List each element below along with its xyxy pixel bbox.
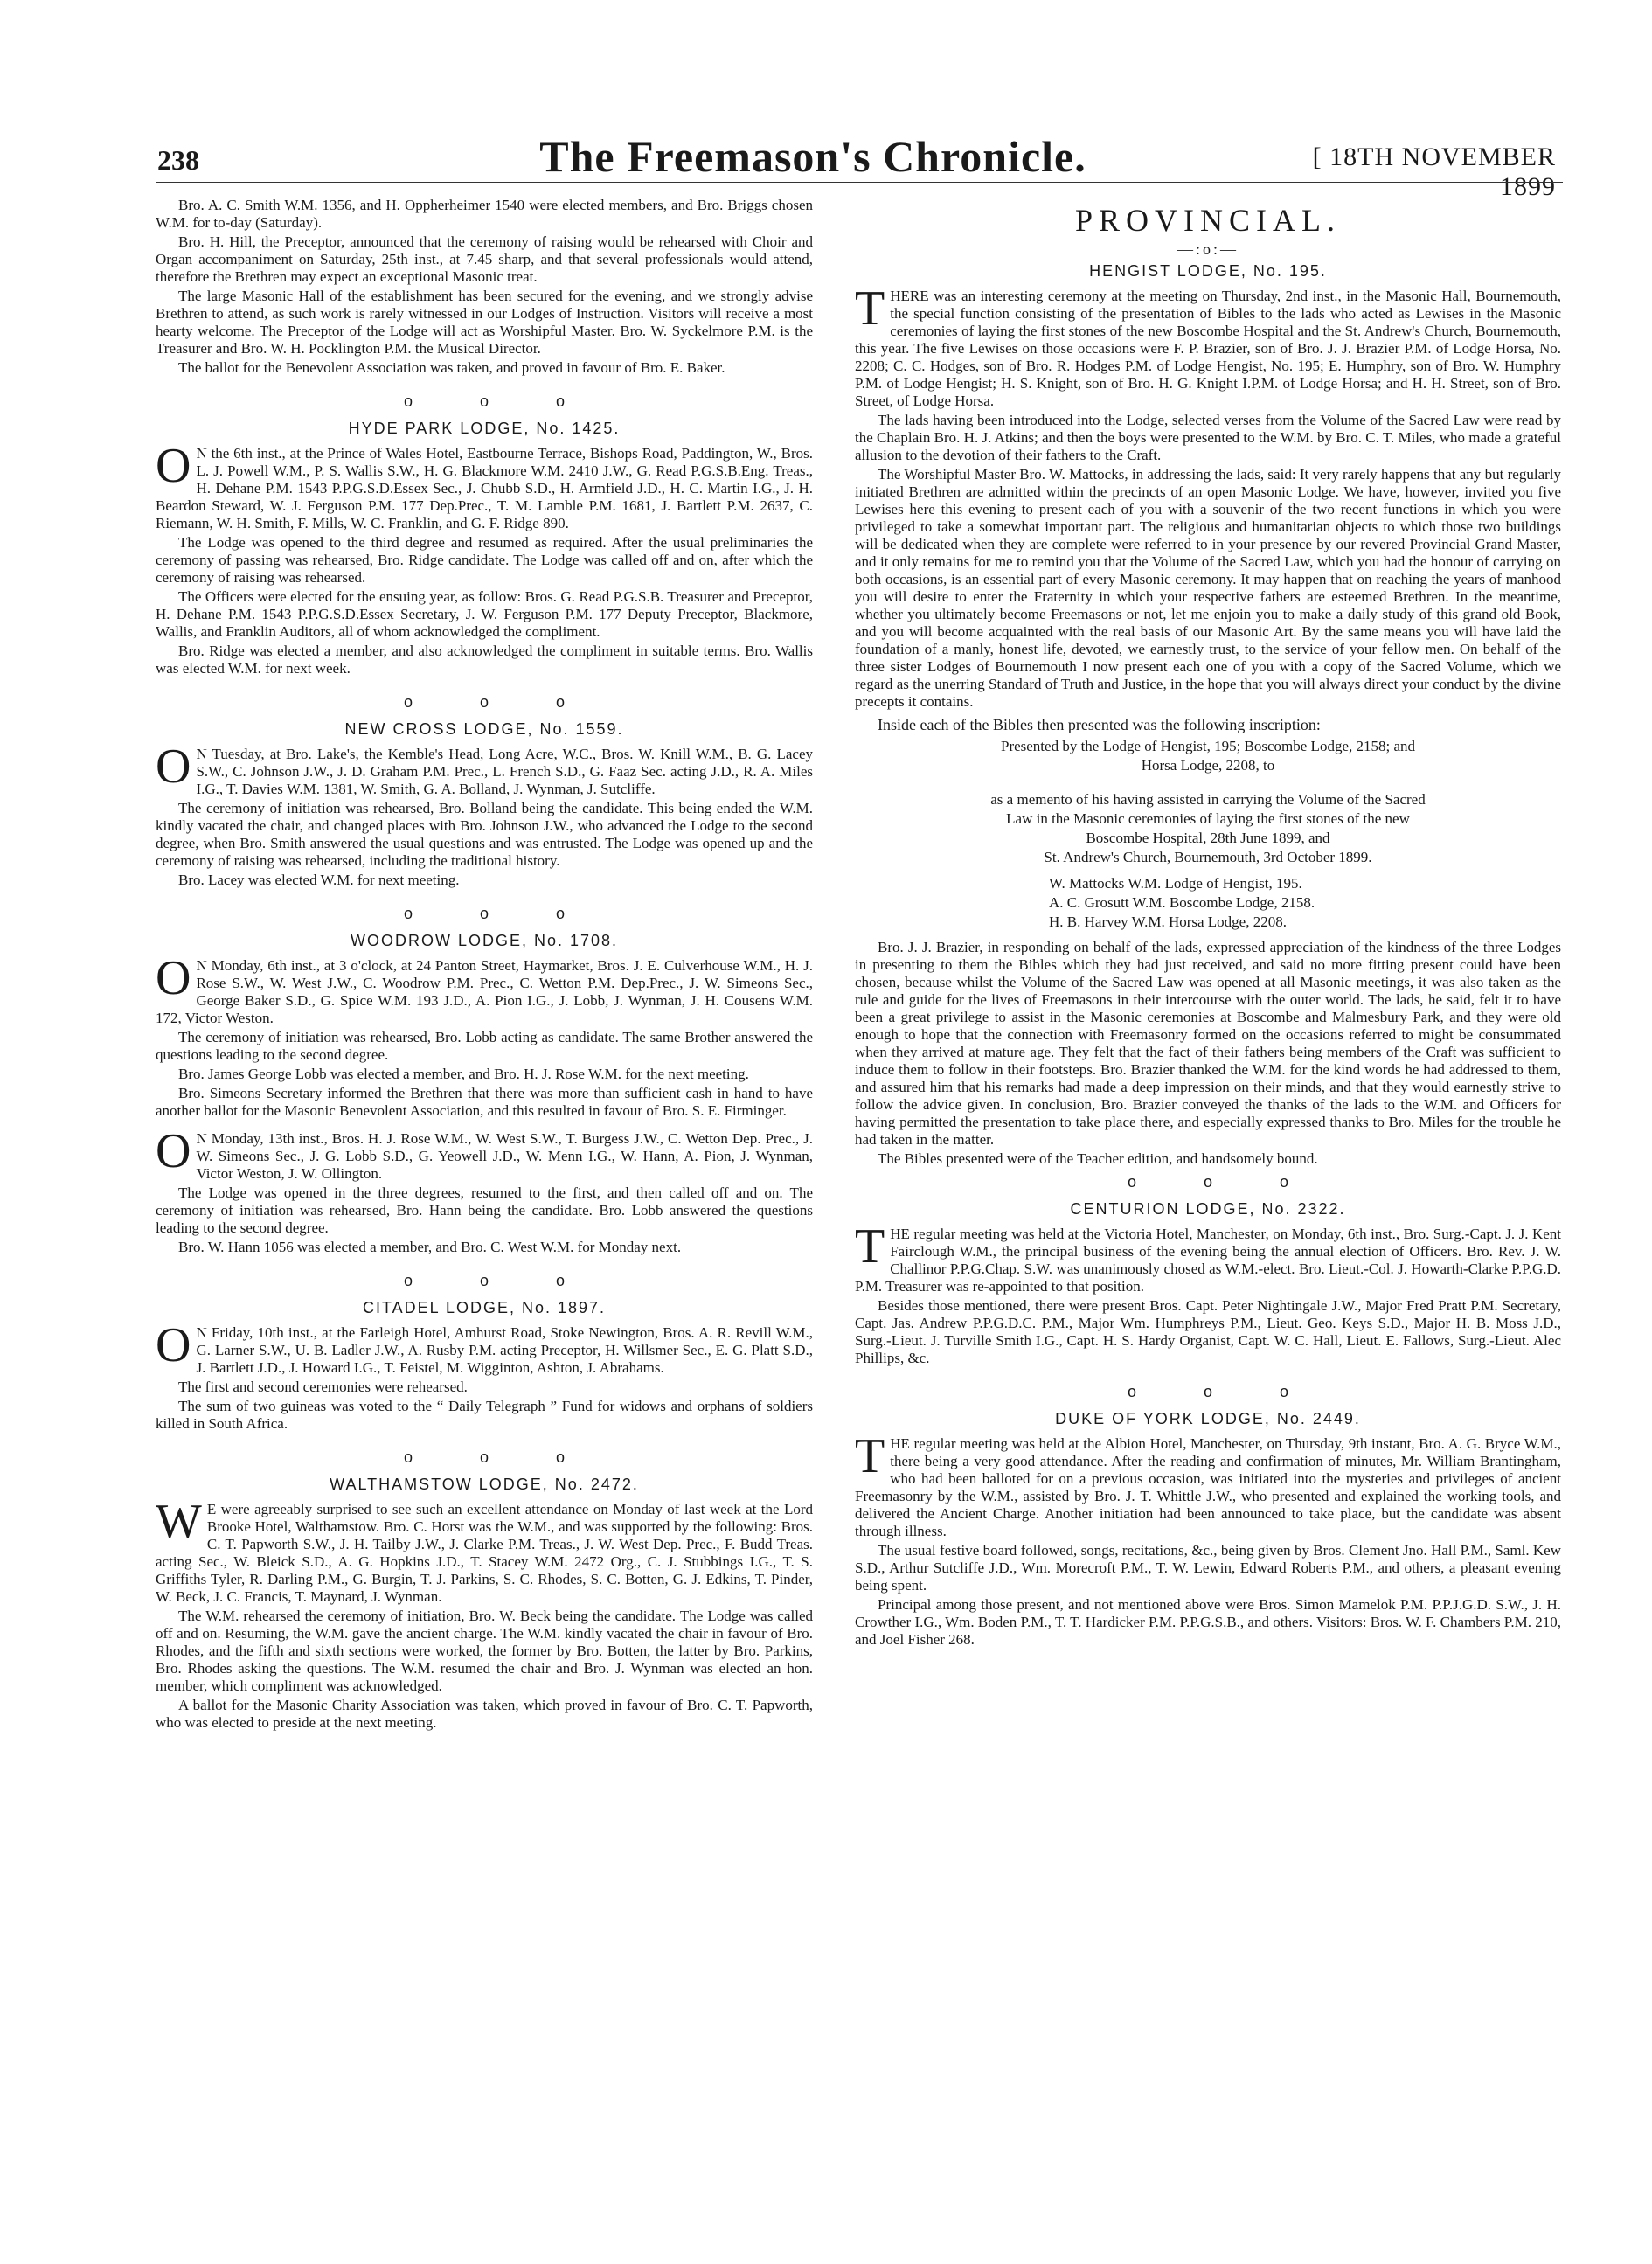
ornament-divider: o o o: [403, 693, 597, 711]
paragraph: The Worshipful Master Bro. W. Mattocks, in addressing the lads, said: It very rarely happens that any but regularly initiated Brethren are admitted within the precincts of an open Masonic Lodge. We have, however, invited you five Lewises here this evening to present each of you with a souvenir of the two recent functions in which you were privileged to take a somewhat important part. The religious and humanitarian objects to which those two buildings will be dedicated when they are complete were referred to in your presence by our revered Provincial Grand Master, and it only remains for me to remind you that the Volume of the Sacred Law, which you had the honour of carrying on both occasions, is an essential part of every Masonic ceremony. It may happen that on reaching the years of manhood you will desire to enter the Fraternity in which your respective fathers are esteemed Brethren. In the meantime, whether you ultimately become Freemasons or not, let me enjoin you to make a daily study of this grand old Book, and you will become acquainted with the real basis of our Masonic Art. By the same means you will have laid the foundation of a manly, honest life, devoted, we earnestly trust, to the service of your fellow men. On behalf of the three sister Lodges of Bournemouth I now present each one of you with a copy of the Sacred Volume, which we regard as the unerring Standard of Truth and Justice, in the hope that you will always direct your conduct by the divine precepts it contains.: [855, 466, 1561, 710]
paragraph: Inside each of the Bibles then presented was the following inscription:—: [878, 716, 1336, 733]
paragraph: A ballot for the Masonic Charity Association was taken, which proved in favour of Bro. C. T. Papworth, who was elected to preside at the next meeting.: [156, 1697, 813, 1731]
lead-paragraph: [156, 740, 813, 798]
section-separator: —:o:—: [1177, 240, 1239, 258]
article-heading: WALTHAMSTOW LODGE, No. 2472.: [330, 1476, 639, 1493]
duke-of-york-lodge-article: [855, 1410, 1561, 1649]
lead-text: N Friday, 10th inst., at the Farleigh Hotel, Amhurst Road, Stoke Newington, Bros. A. R. Revill W.M., G. Larner S.W., U. B. Ladler J.W., A. Rusby P.M. acting Preceptor, H. Willsmer Sec., E. G. Platt S.D., J. Bartlett J.D., J. Howard I.G., T. Feistel, M. Wigginton, Ashton, J. Abrahams.: [196, 1324, 813, 1376]
paragraph: Besides those mentioned, there were present Bros. Capt. Peter Nightingale J.W., Major Fred Pratt P.M. Secretary, Capt. Jas. Andrew P.P.G.D.C. P.M., Major Wm. Humphreys P.M., Lieut. Geo. Keys S.D., Major H. B. Moss J.D., Surg.-Lieut. J. Turville Smith I.G., Capt. H. S. Hardy Organist, Capt. W. C. Hall, Lieut. E. Fallows, Surg.-Lieut. Alec Phillips, &c.: [855, 1297, 1561, 1366]
inscription-line: Boscombe Hospital, 28th June 1899, and: [1086, 830, 1330, 846]
paragraph: The usual festive board followed, songs, recitations, &c., being given by Bros. Clement Jno. Hall P.M., Saml. Kew S.D., Arthur Sutcliffe J.D., Wm. Morecroft P.M., T. W. Lewin, Edward Roberts P.M., and others, a pleasant evening being spent.: [855, 1542, 1561, 1594]
lead-text: HERE was an interesting ceremony at the meeting on Thursday, 2nd inst., in the Masonic Hall, Bournemouth, the special function consisting of the presentation of Bibles to the lads who acted as Lewises in the Masonic ceremonies of laying the first stones of the new Boscombe Hospital and the St. Andrew's Church, Bournemouth, this year. The five Lewises on those occasions were F. P. Brazier, son of Bro. J. J. Brazier P.M. of Lodge Horsa, No. 2208; C. C. Hodges, son of Bro. R. Hodges P.M. of Lodge Hengist, No. 195; E. Humphry, son of Bro. W. Humphry P.M. of Lodge Hengist; H. S. Knight, son of Bro. H. G. Knight I.P.M. of Lodge Horsa; and H. H. Street, son of Bro. Street, of Lodge Horsa.: [855, 288, 1561, 409]
drop-cap: O: [156, 439, 191, 493]
walthamstow-lodge-article: [156, 1476, 813, 1732]
paragraph: The first and second ceremonies were rehearsed.: [178, 1379, 468, 1395]
paragraph: Bro. A. C. Smith W.M. 1356, and H. Oppherheimer 1540 were elected members, and Bro. Briggs chosen W.M. for to-day (Saturday).: [156, 197, 813, 231]
woodrow-lodge-article: [156, 932, 813, 1256]
hyde-park-lodge-article: [156, 420, 813, 677]
inscription-line: Law in the Masonic ceremonies of laying the first stones of the new: [1006, 810, 1410, 827]
centurion-lodge-article: [855, 1200, 1561, 1367]
inscription-line: Horsa Lodge, 2208, to: [1141, 757, 1275, 774]
lead-paragraph: [156, 1495, 813, 1606]
header-rule: [156, 182, 1563, 183]
new-cross-lodge-article: [156, 720, 813, 889]
drop-cap: T: [855, 1429, 885, 1483]
paragraph: The ballot for the Benevolent Association was taken, and proved in favour of Bro. E. Baker.: [178, 359, 725, 376]
masthead-title: The Freemason's Chronicle.: [539, 132, 1086, 181]
paragraph: Bro. Lacey was elected W.M. for next meeting.: [178, 872, 460, 888]
lead-paragraph: [855, 1429, 1561, 1540]
article-heading: CENTURION LODGE, No. 2322.: [1070, 1200, 1346, 1218]
lead-paragraph: [156, 1318, 813, 1377]
paragraph: The large Masonic Hall of the establishment has been secured for the evening, and we strongly advise Brethren to attend, as such work is rarely witnessed in our Lodges of Instruction. Visitors will receive a most hearty welcome. The Preceptor of the Lodge will act as Worshipful Master. Bro. W. Syckelmore P.M. is the Treasurer and Bro. W. H. Pocklington P.M. the Musical Director.: [156, 288, 813, 357]
drop-cap: T: [855, 1219, 885, 1274]
paragraph: Bro. J. J. Brazier, in responding on behalf of the lads, expressed appreciation of the kindness of the three Lodges in presenting to them the Bibles which they had just received, and said no more fitting present could have been chosen, because whilst the Volume of the Sacred Law was opened at all Masonic meetings, it was also taken as the rule and guide for the lives of Freemasons in their intercourse with the outer world. The lads, he said, felt it to have been a great privilege to assist in the Masonic ceremonies at Boscombe and Malmesbury Park, and they were old enough to hope that the connection with Freemasonry formed on the occasions referred to might be consummated when they arrived at mature age. They felt that the fact of their fathers being members of the Craft was sufficient to induce them to follow in their footsteps. Bro. Brazier thanked the W.M. for the kind words he had addressed to them, and assured him that his remarks had made a deep impression on their minds, and that they would earnestly strive to follow the advice given. In conclusion, Bro. Brazier conveyed the thanks of the lads to the W.M. and Officers for having permitted the presentation to take place there, and especially expressed thanks to Bro. Miles for the trouble he had taken in the matter.: [855, 939, 1561, 1148]
lead-paragraph: [156, 1124, 813, 1183]
article-heading: NEW CROSS LODGE, No. 1559.: [344, 720, 624, 738]
paragraph: Principal among those present, and not mentioned above were Bros. Simon Mamelok P.M. P.P.J.G.D. S.W., J. H. Crowther I.G., Wm. Boden P.M., T. T. Hardicker P.M. P.P.G.S.B., and others. Visitors: Bros. W. F. Chambers P.M. 210, and Joel Fisher 268.: [855, 1596, 1561, 1648]
signature-line: W. Mattocks W.M. Lodge of Hengist, 195.: [1049, 875, 1302, 892]
ornament-divider: o o o: [403, 1448, 597, 1466]
paragraph: The sum of two guineas was voted to the “ Daily Telegraph ” Fund for widows and orphans of soldiers killed in South Africa.: [156, 1398, 813, 1432]
ornament-divider: o o o: [1127, 1173, 1321, 1191]
inscription-line: Presented by the Lodge of Hengist, 195; Boscombe Lodge, 2158; and: [1000, 738, 1416, 754]
ornament-divider: o o o: [403, 1272, 597, 1289]
paragraph: The W.M. rehearsed the ceremony of initiation, Bro. W. Beck being the candidate. The Lodge was called off and on. Resuming, the W.M. gave the ancient charge. The W.M. kindly vacated the chair in favour of Bro. Rhodes, and the fifth and sixth sections were worked, the former by Bro. Botten, the latter by Bro. Parkins, Bro. Rhodes asking the questions. The W.M. resumed the chair and Bro. J. Wynman was elected an hon. member, which compliment was acknowledged.: [156, 1608, 813, 1694]
section-title: PROVINCIAL.: [1074, 203, 1341, 238]
paragraph: Bro. W. Hann 1056 was elected a member, and Bro. C. West W.M. for Monday next.: [178, 1239, 682, 1255]
ornament-divider: o o o: [403, 392, 597, 410]
inscription-line: as a memento of his having assisted in carrying the Volume of the Sacred: [990, 791, 1426, 808]
article-heading: HYDE PARK LODGE, No. 1425.: [348, 420, 621, 437]
page-number: 238: [157, 144, 199, 176]
drop-cap: O: [156, 951, 191, 1005]
intro-section: [156, 197, 813, 377]
ornament-divider: o o o: [403, 905, 597, 922]
ornament-divider: o o o: [1127, 1383, 1321, 1400]
article-heading: HENGIST LODGE, No. 195.: [1089, 262, 1327, 280]
paragraph: Bro. Simeons Secretary informed the Brethren that there was more than sufficient cash in hand to have another ballot for the Masonic Benevolent Association, and this resulted in favour of Bro. S. E. Firminger.: [156, 1085, 813, 1119]
page-header: [0, 0, 1652, 201]
lead-text: N the 6th inst., at the Prince of Wales Hotel, Eastbourne Terrace, Bishops Road, Paddington, W., Bros. L. J. Powell W.M., P. S. Wallis S.W., H. G. Blackmore W.M. 2410 J.W., G. Read P.G.S.B.Eng. Treas., H. Dehane P.M. 1543 P.P.G.S.D.Essex Sec., J. Chubb S.D., H. Armfield J.D., H. C. Martin I.G., J. H. Beardon Steward, W. J. Ferguson P.M. 177 Dep.Prec., T. M. Lamble P.M. 1681, J. Bartlett P.M. 2637, C. Riemann, W. H. Smith, F. Mills, W. C. Franklin, and G. F. Ridge 890.: [156, 445, 813, 531]
article-heading: CITADEL LODGE, No. 1897.: [362, 1299, 607, 1316]
paragraph: Bro. Ridge was elected a member, and also acknowledged the compliment in suitable terms. Bro. Wallis was elected W.M. for next week.: [156, 642, 813, 677]
inscription-line: St. Andrew's Church, Bournemouth, 3rd October 1899.: [1044, 849, 1372, 865]
hengist-lodge-article: [855, 262, 1561, 1168]
left-column: [156, 197, 813, 1733]
lead-text: N Monday, 6th inst., at 3 o'clock, at 24 Panton Street, Haymarket, Bros. J. E. Culverhouse W.M., H. J. Rose S.W., W. West J.W., C. Woodrow P.M. Prec., C. Wetton P.M. Dep.Prec., J. W. Simeons Sec., George Baker S.D., G. Spice W.M. 193 J.D., A. Pion I.G., J. Lobb, J. Wynman, J. H. Cousens W.M. 172, Victor Weston.: [156, 957, 813, 1026]
drop-cap: O: [156, 740, 191, 794]
lead-text: HE regular meeting was held at the Albion Hotel, Manchester, on Thursday, 9th instant, Bro. A. G. Bryce W.M., there being a very good attendance. After the reading and confirmation of minutes, Mr. William Brantingham, who had been balloted for on a previous occasion, was initiated into the mysteries and privileges of ancient Freemasonry by the W.M., assisted by Bro. J. T. Whittle J.W., who presented and explained the working tools, and delivered the Ancient Charge. Another initiation had been announced to take place, but the candidate was absent through illness.: [855, 1435, 1561, 1539]
right-column: [855, 197, 1561, 1650]
lead-text: HE regular meeting was held at the Victoria Hotel, Manchester, on Monday, 6th inst., Bro. Surg.-Capt. J. J. Kent Fairclough W.M., the principal business of the evening being the annual election of Officers. Bro. Rev. J. W. Challinor P.P.G.Chap. S.W. was unanimously chosed as W.M.-elect. Bro. Lieut.-Col. J. Howarth-Clarke P.P.G.D. P.M. Treasurer was re-appointed to that position.: [855, 1226, 1561, 1295]
citadel-lodge-article: [156, 1299, 813, 1433]
lead-text: E were agreeably surprised to see such an excellent attendance on Monday of last week at the Lord Brooke Hotel, Walthamstow. Bro. C. Horst was the W.M., and was supported by the following: Bros. C. T. Papworth S.W., J. H. Tailby J.W., J. Clarke P.M. Treas., J. W. West Dep. Prec., F. Budd Treas. acting Sec., W. Bleick S.D., A. G. Hopkins J.D., T. Stacey W.M. 2472 Org., C. J. Stubbings I.G., T. S. Griffiths Tyler, R. Darling P.M., G. Burgin, T. J. Parkins, S. C. Rhodes, S. C. Botten, G. J. Edkins, T. Pinder, W. Beck, J. C. Francis, T. Maynard, J. Wynman.: [156, 1501, 813, 1605]
paragraph: The Lodge was opened to the third degree and resumed as required. After the usual preliminaries the ceremony of passing was rehearsed, Bro. Ridge candidate. The Lodge was called off and on, after which the ceremony of raising was rehearsed.: [156, 534, 813, 586]
signature-line: A. C. Grosutt W.M. Boscombe Lodge, 2158.: [1049, 894, 1315, 911]
drop-cap: O: [156, 1124, 191, 1178]
signature-line: H. B. Harvey W.M. Horsa Lodge, 2208.: [1049, 913, 1287, 930]
drop-cap: O: [156, 1318, 191, 1372]
paragraph: Bro. James George Lobb was elected a member, and Bro. H. J. Rose W.M. for the next meeting.: [178, 1066, 749, 1082]
paragraph: The lads having been introduced into the Lodge, selected verses from the Volume of the Sacred Law were read by the Chaplain Bro. H. J. Atkins; and then the boys were presented to the W.M. by Bro. C. T. Miles, who made a grateful allusion to the devotion of their fathers to the Craft.: [855, 412, 1561, 463]
issue-date: [ 18TH NOVEMBER 1899: [1312, 142, 1556, 201]
lead-paragraph: [855, 1219, 1561, 1295]
lead-text: N Tuesday, at Bro. Lake's, the Kemble's Head, Long Acre, W.C., Bros. W. Knill W.M., B. G. Lacey S.W., C. Johnson J.W., J. D. Graham P.M. Prec., L. French S.D., G. Faaz Sec. acting J.D., R. A. Miles I.G., T. Davies W.M. 1381, W. Smith, G. A. Bolland, J. Wynman, J. Sutcliffe.: [196, 746, 813, 797]
drop-cap: T: [855, 281, 885, 336]
paragraph: The Officers were elected for the ensuing year, as follow: Bros. G. Read P.G.S.B. Treasurer and Preceptor, H. Dehane P.M. 1543 P.P.G.S.D.Essex Secretary, J. W. Ferguson P.M. 177 Deputy Preceptor, Blackmore, Wallis, and Franklin Auditors, all of whom acknowledged the compliment.: [156, 588, 813, 640]
article-heading: WOODROW LODGE, No. 1708.: [350, 932, 619, 949]
paragraph: The ceremony of initiation was rehearsed, Bro. Lobb acting as candidate. The same Brother answered the questions leading to the second degree.: [156, 1029, 813, 1063]
article-heading: DUKE OF YORK LODGE, No. 2449.: [1055, 1410, 1361, 1427]
lead-text: N Monday, 13th inst., Bros. H. J. Rose W.M., W. West S.W., T. Burgess J.W., C. Wetton Dep. Prec., J. W. Simeons Sec., J. G. Lobb S.D., G. Yeowell J.D., W. Menn I.G., W. Hann, A. Pion, J. Wynman, Victor Weston, J. W. Ollington.: [196, 1130, 813, 1182]
inscription: [855, 737, 1561, 939]
paragraph: The ceremony of initiation was rehearsed, Bro. Bolland being the candidate. This being ended the W.M. kindly vacated the chair, and changed places with Bro. Johnson J.W., who advanced the Lodge to the second degree, when Bro. Smith answered the usual questions and was entrusted. The Lodge was opened up and the ceremony of raising was rehearsed, including the traditional history.: [156, 800, 813, 869]
paragraph: The Bibles presented were of the Teacher edition, and handsomely bound.: [878, 1150, 1318, 1167]
lead-paragraph: [156, 951, 813, 1027]
drop-cap: W: [156, 1495, 202, 1549]
paragraph: The Lodge was opened in the three degrees, resumed to the first, and then called off and on. The ceremony of initiation was rehearsed, Bro. Hann being the candidate. Bro. Lobb answered the questions leading to the second degree.: [156, 1184, 813, 1236]
lead-paragraph: [156, 439, 813, 532]
paragraph: Bro. H. Hill, the Preceptor, announced that the ceremony of raising would be rehearsed with Choir and Organ accompaniment on Saturday, 25th inst., at 7.45 sharp, and that several professionals would attend, therefore the Brethren may expect an exceptional Masonic treat.: [156, 233, 813, 285]
lead-paragraph: [855, 281, 1561, 410]
